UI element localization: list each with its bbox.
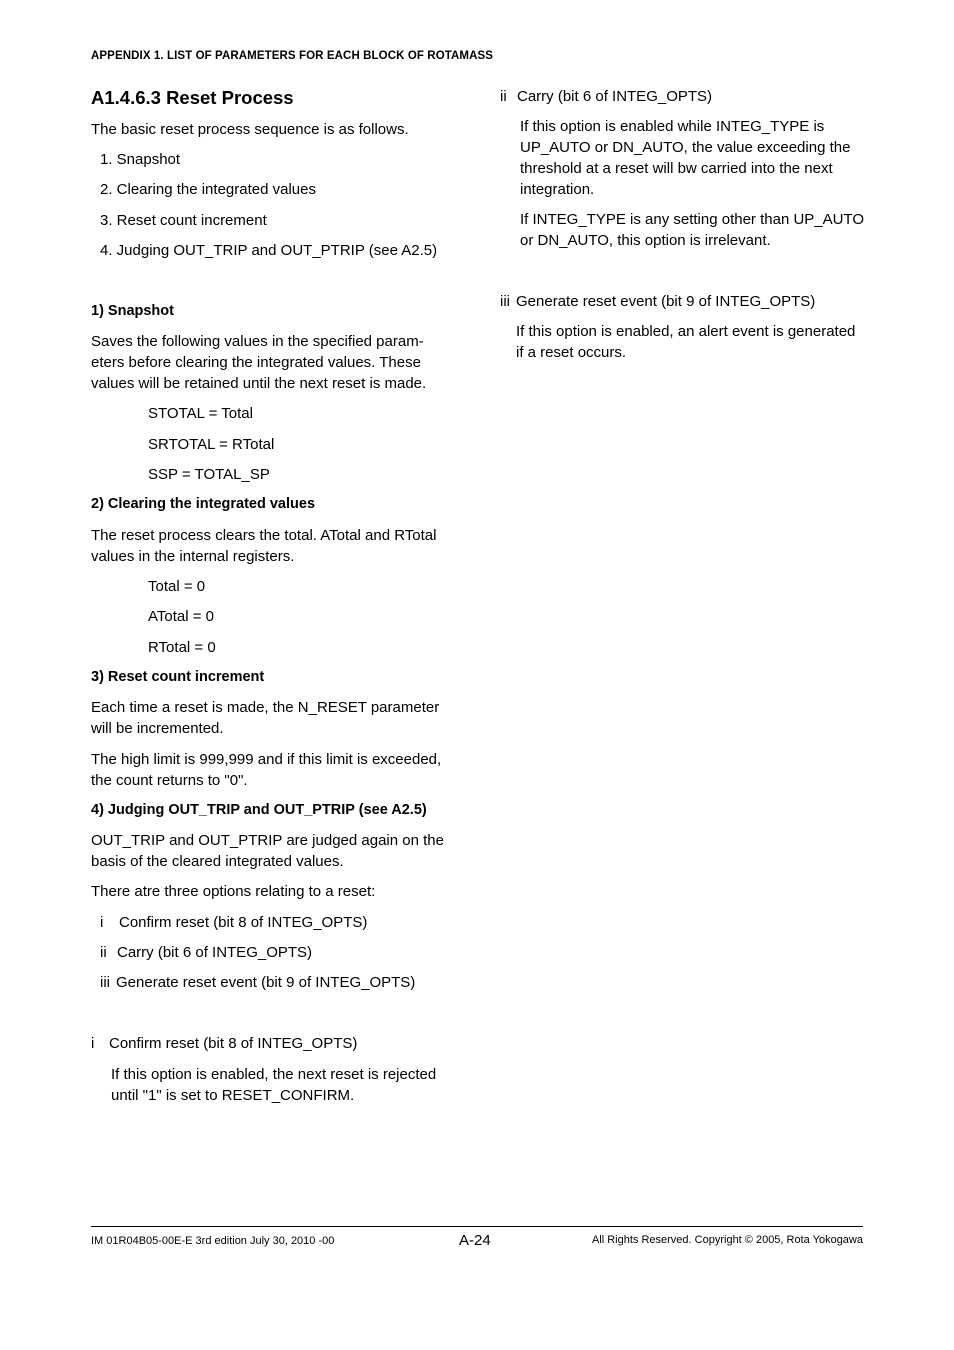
option-num: i [100, 914, 104, 931]
equation: ATotal = 0 [148, 608, 215, 625]
paragraph-line: or DN_AUTO, this option is irrelevant. [520, 232, 771, 249]
equation: RTotal = 0 [148, 639, 216, 656]
paragraph-line: Saves the following values in the specified param- [91, 333, 424, 350]
option-text: Confirm reset (bit 8 of INTEG_OPTS) [119, 914, 368, 931]
running-header: APPENDIX 1. LIST OF PARAMETERS FOR EACH BLOCK OF ROTAMASS [91, 50, 494, 62]
paragraph-line: If this option is enabled, the next reset is rejected [111, 1066, 437, 1083]
paragraph-line: Each time a reset is made, the N_RESET parameter [91, 699, 440, 716]
footer-copyright: All Rights Reserved. Copyright © 2005, Rota Yokogawa [591, 1234, 863, 1246]
step-item: 4. Judging OUT_TRIP and OUT_PTRIP (see A2.5) [100, 242, 438, 259]
paragraph-line: will be incremented. [91, 720, 224, 737]
paragraph-line: If this option is enabled while INTEG_TYPE is [520, 118, 825, 135]
paragraph-line: OUT_TRIP and OUT_PTRIP are judged again on the [91, 832, 444, 849]
footer-rule [91, 1226, 863, 1227]
paragraph-line: if a reset occurs. [516, 344, 627, 361]
paragraph-line: until "1" is set to RESET_CONFIRM. [111, 1087, 355, 1104]
paragraph-line: the count returns to "0". [91, 772, 248, 789]
judging-heading: 4) Judging OUT_TRIP and OUT_PTRIP (see A2.5) [91, 802, 427, 818]
paragraph-line: threshold at a reset will bw carried into the next [520, 160, 833, 177]
footer-doc-id: IM 01R04B05-00E-E 3rd edition July 30, 2010 -00 [91, 1235, 335, 1247]
equation: Total = 0 [148, 578, 206, 595]
paragraph-line: If INTEG_TYPE is any setting other than UP_AUTO [520, 211, 865, 228]
confirm-reset-heading: Confirm reset (bit 8 of INTEG_OPTS) [109, 1035, 358, 1052]
page-number: A-24 [459, 1232, 491, 1249]
option-text: Carry (bit 6 of INTEG_OPTS) [117, 944, 313, 961]
clearing-heading: 2) Clearing the integrated values [91, 496, 316, 512]
generate-event-heading: Generate reset event (bit 9 of INTEG_OPTS) [516, 293, 816, 310]
paragraph-line: integration. [520, 181, 595, 198]
snapshot-heading: 1) Snapshot [91, 303, 174, 319]
subsection-num: iii [500, 293, 510, 310]
equation: STOTAL = Total [148, 405, 253, 422]
option-text: Generate reset event (bit 9 of INTEG_OPTS) [116, 974, 416, 991]
intro-text: The basic reset process sequence is as follows. [91, 121, 409, 138]
paragraph-line: values will be retained until the next reset is made. [91, 375, 427, 392]
equation: SSP = TOTAL_SP [148, 466, 270, 483]
option-num: ii [100, 944, 107, 961]
subsection-num: i [91, 1035, 95, 1052]
subsection-num: ii [500, 88, 507, 105]
equation: SRTOTAL = RTotal [148, 436, 275, 453]
paragraph-line: basis of the cleared integrated values. [91, 853, 344, 870]
paragraph-line: If this option is enabled, an alert event is generated [516, 323, 856, 340]
step-item: 3. Reset count increment [100, 212, 267, 229]
paragraph-line: eters before clearing the integrated values. These [91, 354, 421, 371]
carry-heading: Carry (bit 6 of INTEG_OPTS) [517, 88, 713, 105]
options-intro: There atre three options relating to a reset: [91, 883, 376, 900]
reset-count-heading: 3) Reset count increment [91, 669, 265, 685]
paragraph-line: The high limit is 999,999 and if this limit is exceeded, [91, 751, 442, 768]
section-title: A1.4.6.3 Reset Process [91, 87, 294, 108]
option-num: iii [100, 974, 110, 991]
paragraph-line: The reset process clears the total. ATotal and RTotal [91, 527, 437, 544]
paragraph-line: UP_AUTO or DN_AUTO, the value exceeding the [520, 139, 851, 156]
paragraph-line: values in the internal registers. [91, 548, 295, 565]
step-item: 1. Snapshot [100, 151, 181, 168]
step-item: 2. Clearing the integrated values [100, 181, 316, 198]
